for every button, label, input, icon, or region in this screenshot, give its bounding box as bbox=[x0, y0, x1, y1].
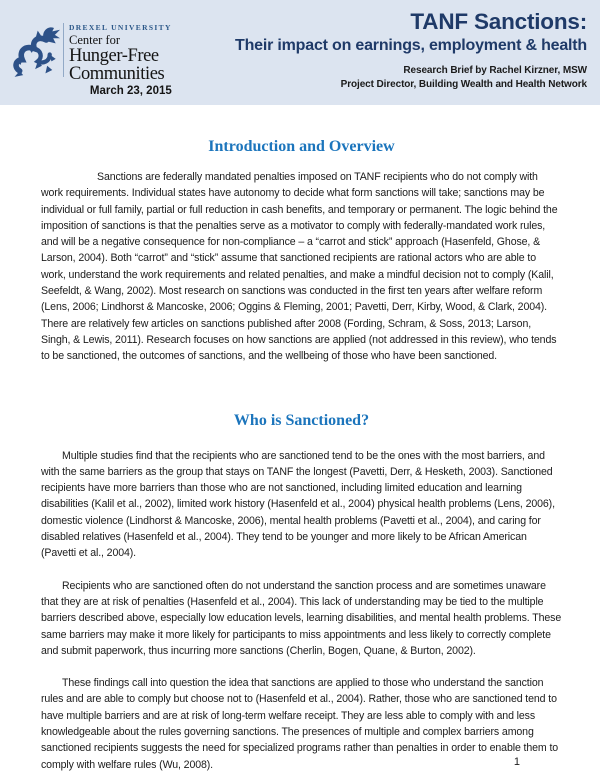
page-number: 1 bbox=[513, 756, 520, 768]
project-director-byline: Project Director, Building Wealth and Health Network bbox=[340, 78, 587, 90]
research-brief-byline: Research Brief by Rachel Kirzner, MSW bbox=[403, 65, 587, 76]
paragraph-intro: Sanctions are federally mandated penalties imposed on TANF recipients who do not comply with work requirements. Individual states have autonomy to decide what form sanctions will take; sanctions may be individual or full family, partial or full reduction in cash benefits, and temporary or permanent. The logic behind the imposition of sanctions is that the penalties serve as a motivator to comply with federally-mandated work rules, and will be a negative consequence for non-compliance – a “carrot and stick” approach (Hasenfeld, Ghose, & Larson, 2004). Both “carrot” and “stick” assume that sanctioned recipients are rational actors who are able to work, understand the work requirements and related penalties, and make a mindful decision not to comply (Kalil, Seefeldt, & Wang, 2002). Most research on sanctions was conducted in the first ten years after welfare reform (Lens, 2006; Lindhorst & Mancoske, 2006; Oggins & Fleming, 2001; Pavetti, Derr, Kirby, Wood, & Clark, 2004). There are relatively few articles on sanctions published after 2008 (Fording, Schram, & Soss, 2013; Larson, Singh, & Lewis, 2011). Research focuses on how sanctions are applied (not addressed in this review), who tends to be sanctioned, the outcomes of sanctions, and the wellbeing of those who have been sanctioned. bbox=[41, 171, 558, 363]
logo-center-for: Center for bbox=[69, 33, 121, 47]
drexel-logo bbox=[12, 21, 172, 97]
title-block bbox=[235, 9, 587, 91]
logo-text bbox=[69, 21, 172, 97]
logo-university-name: DREXEL UNIVERSITY bbox=[69, 23, 172, 32]
document-subtitle: Their impact on earnings, employment & health bbox=[235, 37, 587, 54]
logo-divider bbox=[63, 23, 64, 77]
drexel-dragon-icon bbox=[12, 23, 60, 81]
logo-hunger-free: Hunger-Free bbox=[69, 46, 159, 66]
publication-date: March 23, 2015 bbox=[89, 85, 172, 97]
section-heading-who-is-sanctioned: Who is Sanctioned? bbox=[233, 411, 370, 429]
document-header bbox=[0, 0, 600, 105]
logo-communities: Communities bbox=[69, 63, 165, 84]
paragraph-findings: These findings call into question the idea that sanctions are applied to those who understand the sanction rules and are able to comply but choose not to (Hasenfeld et al., 2004). Rather, those who are sanctioned tend to have multiple barriers and are at risk of long-term welfare receipt. They are less able to comply with and less knowledgeable about the rules governing sanctions. The presences of multiple and complex barriers among sanctioned recipients suggests the need for specialized programs rather than penalties in order to enable them to comply with welfare rules (Wu, 2008). bbox=[41, 677, 559, 771]
document-body bbox=[0, 137, 600, 773]
section-heading-introduction: Introduction and Overview bbox=[208, 138, 395, 155]
paragraph-barriers: Multiple studies find that the recipients who are sanctioned tend to be the ones with the most barriers, and with the same barriers as the group that stays on TANF the longest (Pavetti, Derr, & Hesketh, 2003). Sanctioned recipients have more barriers than those who are not sanctioned, including limited education and learning disabilities (Kalil et al., 2002), limited work history (Hasenfeld et al., 2004) physical health problems (Lens, 2006), domestic violence (Lindhorst & Mancoske, 2006), mental health problems (Pavetti et al., 2004), and caring for disabled relatives (Hasenfeld et al., 2004). They tend to be younger and more likely to be African American (Pavetti et al., 2004). bbox=[41, 449, 555, 560]
paragraph-understanding: Recipients who are sanctioned often do not understand the sanction process and are sometimes unaware that they are at risk of penalties (Hasenfeld et al., 2004). This lack of understanding may be tied to the multiple barriers described above, especially low education levels, learning disabilities, and mental health problems. These same barriers may make it more likely for participants to miss appointments and less likely to correctly complete and submit paperwork, thus incurring more sanctions (Cherlin, Bogen, Quane, & Burton, 2002). bbox=[41, 579, 562, 657]
document-title: TANF Sanctions: bbox=[410, 9, 587, 34]
